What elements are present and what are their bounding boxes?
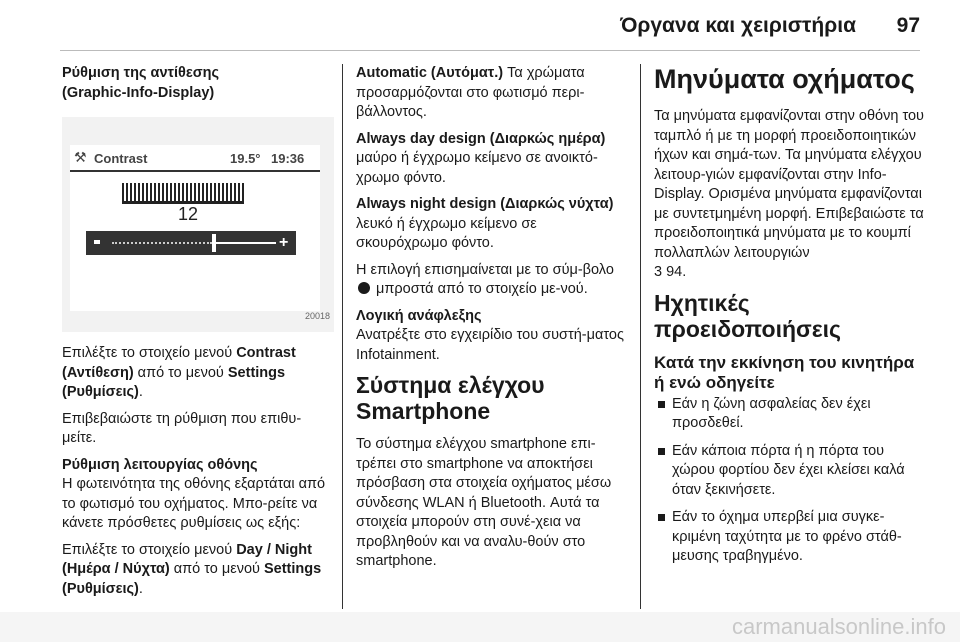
list-item-text: Εάν το όχημα υπερβεί μια συγκε-κριμένη ταχύτητα με το φρένο στάθ-μευσης τραβηγμένο. <box>672 509 902 564</box>
header-title: Όργανα και χειριστήρια <box>620 14 856 37</box>
menu-name: Settings (Ρυθμίσεις) <box>62 561 322 597</box>
screen-time: 19:36 <box>271 151 305 166</box>
ignition-logic-heading: Λογική ανάφλεξης <box>356 307 482 324</box>
audible-warnings-heading: Ηχητικές προειδοποιήσεις <box>654 289 842 342</box>
footer-watermark <box>0 612 960 642</box>
option-label: Automatic (Αυτόματ.) <box>356 65 504 81</box>
contrast-heading <box>62 64 334 103</box>
settings-wrench-icon: ⚒ <box>74 149 87 165</box>
list-item <box>654 442 924 501</box>
slider-fill <box>216 242 276 244</box>
filled-circle-icon <box>358 282 370 294</box>
display-mode-heading: Ρύθμιση λειτουργίας οθόνης <box>62 456 258 473</box>
text-run: από το μενού <box>133 364 228 381</box>
text-run: Τα μηνύματα εμφανίζονται στην οθόνη του ταμπλό ή με τη μορφή προειδοποιητικών ήχων και σημά-των. Τα μηνύματα ελέγχου λειτουρ-γιών εμφανίζονται στην Info-Display. Ορισμένα μηνύματα εμφανίζονται με συντετμημένη μορφή. Επιβεβαιώστε τα προειδοποιητικά μηνύματα με το κουμπί πολλαπλών λειτουργιών <box>654 108 924 261</box>
plus-icon: + <box>279 234 289 251</box>
vehicle-messages-title: Μηνύματα οχήματος <box>654 64 915 94</box>
square-bullet-icon <box>658 448 665 455</box>
screen-title: Contrast <box>94 151 148 166</box>
warning-list <box>654 395 924 567</box>
text-run: . <box>138 580 143 597</box>
option-night <box>356 195 628 254</box>
watermark-text: carmanualsonline.info <box>731 614 946 639</box>
confirm-instruction: Επιβεβαιώστε τη ρύθμιση που επιθυ-μείτε. <box>62 410 302 446</box>
screen-temperature: 19.5° <box>230 151 261 166</box>
column-3 <box>654 64 924 575</box>
smartphone-heading: Σύστημα ελέγχου Smartphone <box>356 372 545 424</box>
list-item <box>654 395 924 434</box>
selection-note <box>356 261 628 300</box>
smartphone-text: Το σύστημα ελέγχου smartphone επι-τρέπει στο smartphone να αποκτήσει πρόσβαση στα στοιχεία οχήματος μέσω σύνδεσης WLAN ή Bluetooth. Αυτά τα στοιχεία μπορούν στη συνέ-χεια να προβληθούν και να αναλυ-θούν στο smartphone. <box>356 436 612 569</box>
menu-item-name: Day / Night (Ημέρα / Νύχτα) <box>62 541 312 577</box>
contrast-heading-line2: (Graphic-Info-Display) <box>62 84 215 101</box>
column-1 <box>62 64 334 606</box>
slider-track <box>112 242 212 244</box>
display-screen <box>70 145 320 311</box>
text-run: Επιλέξτε το στοιχείο μενού <box>62 345 237 361</box>
day-night-instruction <box>62 541 334 600</box>
engine-start-heading: Κατά την εκκίνηση του κινητήρα ή ενώ οδηγείτε <box>654 352 915 392</box>
screen-header <box>70 145 320 172</box>
menu-name: Settings (Ρυθμίσεις) <box>62 364 286 400</box>
list-item-text: Εάν κάποια πόρτα ή η πόρτα του χώρου φορτίου δεν έχει κλείσει καλά όταν ξεκινήσετε. <box>672 442 905 498</box>
square-bullet-icon <box>658 514 665 521</box>
header-rule <box>60 50 920 51</box>
option-text: μαύρο ή έγχρωμο κείμενο σε ανοικτό-χρωμο φόντο. <box>356 150 598 186</box>
list-item-text: Εάν η ζώνη ασφαλείας δεν έχει προσδεθεί. <box>672 395 871 431</box>
square-bullet-icon <box>658 401 665 408</box>
option-text: λευκό ή έγχρωμο κείμενο σε σκουρόχρωμο φόντο. <box>356 215 537 251</box>
page-reference: 3 94. <box>654 264 687 280</box>
option-label: Always night design (Διαρκώς νύχτα) <box>356 196 614 212</box>
contrast-heading-line1: Ρύθμιση της αντίθεσης <box>62 65 220 81</box>
column-2 <box>356 64 628 579</box>
option-day <box>356 130 628 189</box>
vehicle-messages-intro <box>654 107 924 283</box>
minus-icon <box>94 240 100 244</box>
figure-id: 20018 <box>304 310 330 321</box>
contrast-bar-graph <box>122 183 244 204</box>
ignition-logic-text: Ανατρέξτε στο εγχειρίδιο του συστή-ματος Infotainment. <box>356 327 624 363</box>
text-run: από το μενού <box>169 561 264 577</box>
text-run: Η επιλογή επισημαίνεται με το σύμ-βολο <box>356 261 614 278</box>
contrast-slider <box>86 231 296 255</box>
page-number: 97 <box>896 14 920 37</box>
contrast-value: 12 <box>178 204 199 224</box>
text-run: Επιλέξτε το στοιχείο μενού <box>62 541 237 558</box>
display-mode-text: Η φωτεινότητα της οθόνης εξαρτάται από το φωτισμό του οχήματος. Μπο-ρείτε να κάνετε πρόσθετες ρυθμίσεις ως εξής: <box>62 476 326 531</box>
menu-item-name: Contrast (Αντίθεση) <box>62 345 296 381</box>
list-item <box>654 508 924 567</box>
column-divider-2 <box>640 64 641 609</box>
text-run: μπροστά από το στοιχείο με-νού. <box>372 281 588 297</box>
option-automatic <box>356 64 628 123</box>
contrast-figure <box>62 117 334 332</box>
page-header <box>0 0 960 52</box>
option-text: Τα χρώματα προσαρμόζονται στο φωτισμό περι-βάλλοντος. <box>356 65 585 120</box>
contrast-instruction <box>62 344 334 403</box>
text-run: . <box>138 384 143 400</box>
option-label: Always day design (Διαρκώς ημέρα) <box>356 130 606 147</box>
column-divider-1 <box>342 64 343 609</box>
